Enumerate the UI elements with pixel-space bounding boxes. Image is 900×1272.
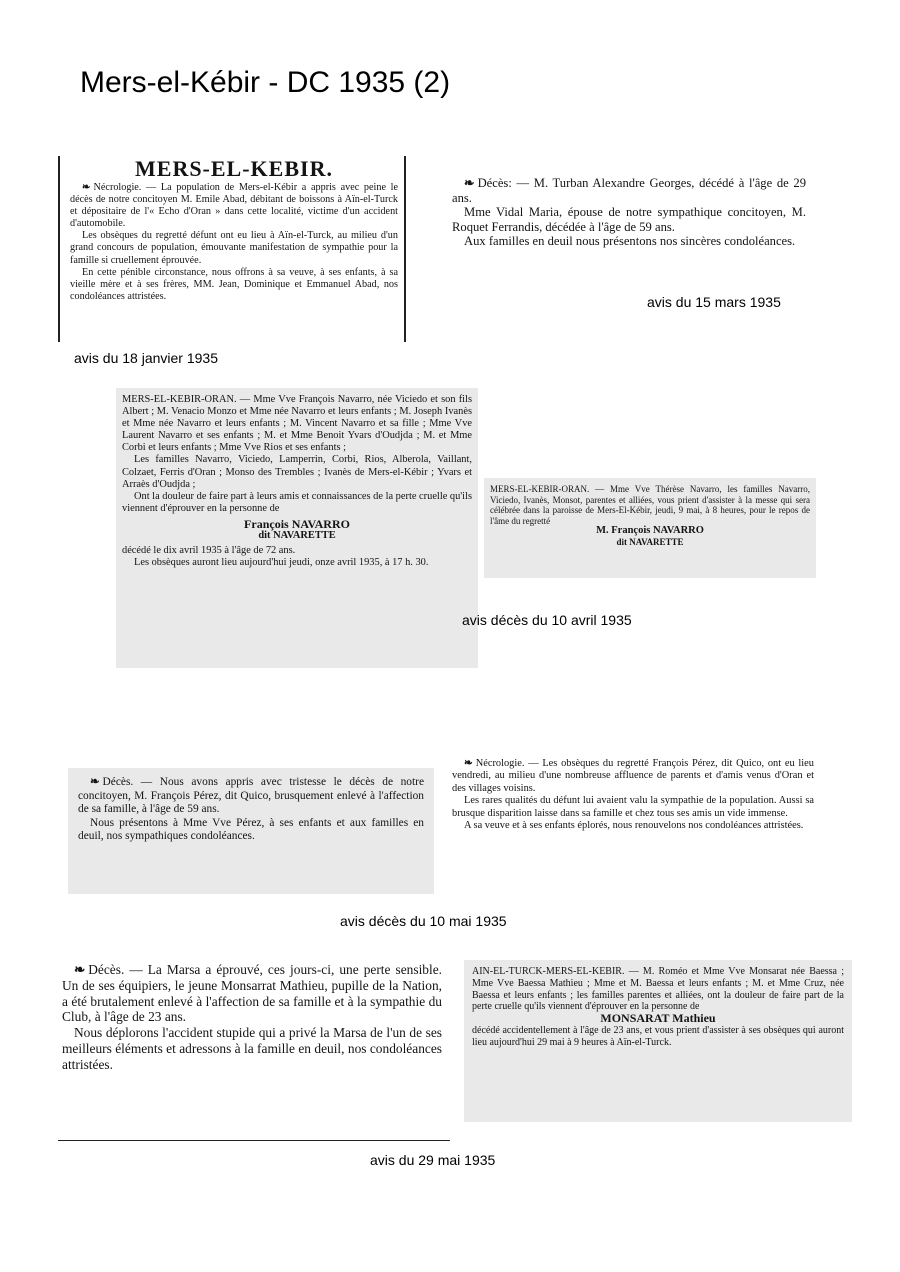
clipping-monsarat-faire-part bbox=[464, 960, 852, 1122]
clipping-paragraph: décédé accidentellement à l'âge de 23 ans, et vous prient d'assister à ses obsèques qui auront lieu aujourd'hui 29 mai à 9 heures à Aïn-el-Turck. bbox=[472, 1024, 844, 1048]
caption-10-avril: avis décès du 10 avril 1935 bbox=[462, 612, 632, 628]
clipping-paragraph: AIN-EL-TURCK-MERS-EL-KEBIR. — M. Roméo et Mme Vve Monsarat née Baessa ; Mme Vve Baessa Mathieu ; Mme et M. Baessa et leurs enfants ; M. et Mme Cruz, née Baessa et leurs enfants ; les familles parentes et alliées, ont la douleur de faire part de la perte cruelle qu'ils viennent d'éprouver en la personne de bbox=[472, 966, 844, 1013]
fleuron-icon: ❧ bbox=[82, 182, 91, 193]
clipping-paragraph: Les familles Navarro, Viciedo, Lamperrin, Corbi, Rios, Alberola, Vaillant, Colzaet, Ferris d'Oran ; Monso des Trembles ; Ivanès de Mers-el-Kébir ; Yvars et Arraès d'Oudjda ; bbox=[122, 454, 472, 490]
deceased-name: François NAVARRO bbox=[244, 516, 350, 531]
page-title: Mers-el-Kébir - DC 1935 (2) bbox=[80, 66, 451, 99]
clipping-paragraph: ❧ Décès. — La Marsa a éprouvé, ces jours-ci, une perte sensible. Un de ses équipiers, le jeune Monsarrat Mathieu, pupille de la Nation, a été brutalement enlevé à l'affection de sa famille et à la sympathie du Club, à l'âge de 23 ans. bbox=[62, 962, 442, 1025]
clipping-paragraph: A sa veuve et à ses enfants éplorés, nous renouvelons nos condoléances attristées. bbox=[464, 820, 804, 832]
deceased-alias: dit NAVARETTE bbox=[258, 530, 336, 542]
clipping-paragraph: ❧ Décès: — M. Turban Alexandre Georges, décédé à l'âge de 29 ans. bbox=[452, 176, 806, 205]
clipping-paragraph: MERS-EL-KEBIR-ORAN. — Mme Vve Thérèse Navarro, les familles Navarro, Viciedo, Ivanès, Monsot, parentes et alliées, vous prient d'assister à la messe qui sera célébrée dans la paroisse de Mers-El-Kébir, jeudi, 9 mai, à 8 heures, pour le repos de l'âme du regretté bbox=[490, 484, 810, 526]
clipping-navarro-messe bbox=[484, 478, 816, 578]
clipping-paragraph: Nous déplorons l'accident stupide qui a privé la Marsa de l'un de ses meilleurs éléments et adressons à la famille en deuil, nos condoléances attristées. bbox=[62, 1025, 442, 1072]
clipping-necrologie-perez bbox=[448, 758, 818, 890]
clipping-paragraph: Mme Vidal Maria, épouse de notre sympathique concitoyen, M. Roquet Ferrandis, décédée à l'âge de 59 ans. bbox=[452, 205, 806, 234]
deceased-name: M. François NAVARRO bbox=[596, 525, 704, 537]
divider-rule bbox=[58, 1140, 450, 1141]
fleuron-icon: ❧ bbox=[464, 758, 473, 769]
clipping-paragraph: Aux familles en deuil nous présentons nos sincères condoléances. bbox=[464, 234, 796, 249]
caption-29-mai: avis du 29 mai 1935 bbox=[370, 1152, 496, 1168]
clipping-paragraph: MERS-EL-KEBIR-ORAN. — Mme Vve François Navarro, née Viciedo et son fils Albert ; M. Venacio Monzo et Mme née Navarro et leurs enfants ; M. Joseph Ivanès et Mme née Navarro et leurs enfants ; M. Vincent Navarro et sa fille ; Mme Vve Laurent Navarro et ses enfants ; M. et Mme Benoit Yvars d'Oudjda ; M. et Mme Corbi et leurs enfants ; Mme Vve Rios et ses enfants ; bbox=[122, 394, 472, 454]
caption-15-mars: avis du 15 mars 1935 bbox=[647, 294, 781, 310]
caption-10-mai: avis décès du 10 mai 1935 bbox=[340, 913, 507, 929]
clipping-paragraph: décédé le dix avril 1935 à l'âge de 72 ans. bbox=[122, 545, 296, 557]
clipping-navarro-faire-part bbox=[116, 388, 478, 668]
clipping-heading: MERS-EL-KEBIR. bbox=[135, 156, 333, 181]
clipping-paragraph: Ont la douleur de faire part à leurs amis et connaissances de la perte cruelle qu'ils viennent d'éprouver en la personne de bbox=[122, 490, 472, 514]
clipping-paragraph: ❧ Nécrologie. — La population de Mers-el-Kébir a appris avec peine le décès de notre concitoyen M. Emile Abad, débitant de boissons à Aïn-el-Turck et dépositaire de l'« Echo d'Oran » dans cette localité, victime d'un accident d'automobile. bbox=[70, 182, 398, 230]
clipping-paragraph: ❧ Nécrologie. — Les obsèques du regretté François Pérez, dit Quico, ont eu lieu vendredi, au milieu d'une nombreuse affluence de parents et d'amis venus d'Oran et des villages voisins. bbox=[452, 758, 814, 794]
deceased-alias: dit NAVARETTE bbox=[616, 536, 684, 547]
caption-18-janvier: avis du 18 janvier 1935 bbox=[74, 350, 218, 366]
clipping-deces-perez bbox=[68, 768, 434, 894]
clipping-paragraph: Les obsèques du regretté défunt ont eu lieu à Aïn-el-Turck, au milieu d'un grand concours de population, émouvante manifestation de sympathie pour la famille si cruellement éprouvée. bbox=[70, 230, 398, 266]
fleuron-icon: ❧ bbox=[74, 962, 86, 977]
clipping-deces-monsarrat-marsa bbox=[58, 962, 446, 1136]
deceased-name: MONSARAT Mathieu bbox=[600, 1011, 716, 1026]
clipping-paragraph: Les rares qualités du défunt lui avaient valu la sympathie de la population. Aussi sa brusque disparition laisse dans sa famille et chez tous ses amis un vide immense. bbox=[452, 795, 814, 819]
fleuron-icon: ❧ bbox=[464, 176, 475, 190]
clipping-paragraph: Nous présentons à Mme Vve Pérez, à ses enfants et aux familles en deuil, nos sympathiques condoléances. bbox=[78, 816, 424, 843]
clipping-paragraph: Les obsèques auront lieu aujourd'hui jeudi, onze avril 1935, à 17 h. 30. bbox=[134, 557, 429, 569]
clipping-paragraph: En cette pénible circonstance, nous offrons à sa veuve, à ses enfants, à sa vieille mère et à ses frères, MM. Jean, Dominique et Emmanuel Abad, nos condoléances attristées. bbox=[70, 266, 398, 302]
clipping-abad-necrology bbox=[58, 156, 406, 342]
fleuron-icon: ❧ bbox=[90, 776, 100, 788]
clipping-paragraph: ❧ Décès. — Nous avons appris avec tristesse le décès de notre concitoyen, M. François Pérez, dit Quico, brusquement enlevé à l'affection de sa famille, à l'âge de 59 ans. bbox=[78, 776, 424, 816]
clipping-deces-turban-vidal bbox=[448, 176, 810, 280]
